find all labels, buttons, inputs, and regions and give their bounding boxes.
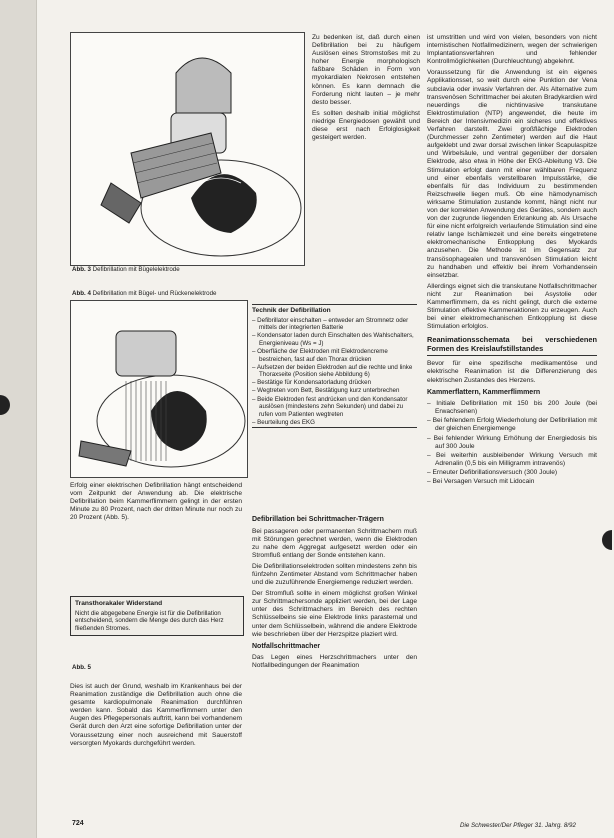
technique-box <box>252 304 417 428</box>
list-item: – Bei fehlendem Erfolg Wiederholung der Defibrillation mit der gleichen Energiemenge <box>427 417 597 433</box>
caption-text: Defibrillation mit Bügel- und Rückenelektrode <box>92 290 217 297</box>
figure-defibrillation-buegel <box>70 32 305 266</box>
text-column-left-lower <box>70 683 242 751</box>
figure-caption <box>72 290 312 298</box>
section-heading: Reanimationsschemata bei verschiedenen Formen des Kreislaufstillstandes <box>427 335 597 356</box>
figure-caption <box>72 664 91 672</box>
paragraph: ist umstritten und wird von vielen, besonders von nicht internistischen Notfallmedizinern, wegen der schwierigen Implantationsverfahren und fehlender Kontrollmöglichkeiten (Durchleuchtung) abgelehnt. <box>427 34 597 66</box>
caption-label: Abb. 3 <box>72 266 91 273</box>
section-heading: Defibrillation bei Schrittmacher-Trägern <box>252 516 384 523</box>
paragraph: Zu bedenken ist, daß durch einen Defibrillation bei zu häufigem Auslösen eines Stromstoßes mit zu hoher Energie morphologisch faßbare Schäden in Form von myokardialen Nekrosen entstehen können. Es kann demnach die Forderung nicht lauten – je mehr desto besser. <box>312 34 420 106</box>
caption-label: Abb. 4 <box>72 290 91 297</box>
page-number: 724 <box>72 820 84 827</box>
paragraph: Bevor für eine spezifische medikamentöse und elektrische Reanimation ist die Differenzierung des elektrischen Zustandes des Herzens. <box>427 360 597 384</box>
paragraph: Es sollten deshalb initial möglichst niedrige Energiedosen gewählt und diese erst nach Erfolglosigkeit gesteigert werden. <box>312 109 420 142</box>
page-margin <box>0 0 37 838</box>
list-item: – Beurteilung des EKG <box>252 418 315 426</box>
paragraph: Das Legen eines Herzschrittmachers unter den Notfallbedingungen der Reanimation <box>252 654 417 670</box>
paragraph: Erfolg einer elektrischen Defibrillation hängt entscheidend vom Zeitpunkt der Anwendung ab. Die elektrische Defibrillation beim Kammerflimmern gelingt in der ersten Minute zu 80 Prozent, nach der dritten Minute nur noch zu 20 Prozent (Abb. 5). <box>70 482 242 522</box>
list-item: – Initiale Defibrillation mit 150 bis 200 Joule (bei Erwachsenen) <box>427 400 597 416</box>
binder-hole <box>602 530 612 550</box>
text-column-right <box>427 34 597 487</box>
caption-label: Abb. 5 <box>72 664 91 671</box>
text-column-left <box>70 482 242 525</box>
section-heading: Notfallschrittmacher <box>252 642 321 650</box>
paragraph: Der Stromfluß sollte in einem möglichst großen Winkel zur Schrittmachersonde appliziert werden, bei der Lage unter des Schrittmachers im Bereich des rechten Schlüsselbeins sie eine Elektrode links parasternal und unter dem Schlüsselbein, während die andere Elektrode wie beschrieben über der Herzspitze plaziert wird. <box>252 590 417 638</box>
journal-reference: Die Schwester/Der Pfleger 31. Jahrg. 8/92 <box>460 822 576 829</box>
list-item: – Kondensator laden durch Einschalten des Wahlschalters, Energieniveau (Ws = J) <box>252 332 414 347</box>
section-heading: Kammerflattern, Kammerflimmern <box>427 388 541 396</box>
list-item: – Bei weiterhin ausbleibender Wirkung Versuch mit Adrenalin (0,5 bis ein Milligramm intravenös) <box>427 451 597 467</box>
list-item: – Erneuter Defibrillationsversuch (300 Joule) <box>427 468 558 476</box>
caption-text: Defibrillation mit Bügelelektrode <box>92 266 180 273</box>
text-column-middle <box>252 512 417 673</box>
defibrillation-illustration <box>71 33 304 265</box>
list-item: – Aufsetzen der beiden Elektroden auf die rechte und linke Thoraxseite (Position siehe Abbildung 6) <box>252 363 413 379</box>
list-item: – Beide Elektroden fest andrücken und den Kondensator auslösen (mindestens zehn Sekunden) und dabei zu rufen vom Patienten wegtreten <box>252 395 408 418</box>
paragraph: Bei passageren oder permanenten Schrittmachern muß mit Störungen gerechnet werden, wenn die Elektroden zu nahe dem Aggregat aufgesetzt werden oder ein Stromfluß entlang der Sonde entstehen kann. <box>252 527 417 559</box>
list-item: – Wegtreten vom Bett, Bestätigung kurz unterbrechen <box>252 387 400 395</box>
info-box-widerstand <box>70 596 244 636</box>
defibrillation-illustration <box>71 301 247 477</box>
figure-defibrillation-ruecken <box>70 300 248 478</box>
list-item: – Bei Versagen Versuch mit Lidocain <box>427 478 535 485</box>
text-column-top-middle <box>312 34 420 145</box>
paragraph: Die Defibrillationselektroden sollten mindestens zehn bis fünfzehn Zentimeter Abstand vom Schrittmacher haben und die zuzuführende Energiemenge reduziert werden. <box>252 562 417 587</box>
box-title: Transthorakaler Widerstand <box>75 600 163 607</box>
paragraph: Dies ist auch der Grund, weshalb im Krankenhaus bei der Reanimation zuständige die Defibrillation auch ohne die gesamte kardiopulmonale Reanimation durchführen werden kann. Sobald das Kammerflimmern unter den Augen des Pflegepersonals auftritt, kann bei vorhandenem Gerät durch den Arzt eine sofortige Defibrillation unter der Voraussetzung einer noch ausreichend mit Sauerstoff versorgten Myokards durchgeführt werden. <box>70 683 242 747</box>
paragraph: Allerdings eignet sich die transkutane Notfallschrittmacher nicht zur Reanimation bei Asystolie oder Kammerflimmern, da es nicht gelingt, durch die externe Stimulation effektive Kammeraktionen zu erzeugen. Auch bei einer elektromechanischen Entkopplung ist diese Stimulation erfolglos. <box>427 282 597 331</box>
list-item: – Bei fehlender Wirkung Erhöhung der Energiedosis bis auf 300 Joule <box>427 434 597 450</box>
list-item: – Oberfläche der Elektroden mit Elektrodencreme bestreichen, fast auf den Thorax drücken <box>252 347 388 363</box>
list-item: – Bestätige für Kondensatorladung drücken <box>252 379 372 387</box>
list-item: – Defibrillator einschalten – entweder am Stromnetz oder mittels der integrierten Batterie <box>252 316 409 332</box>
box-text: Nicht die abgegebene Energie ist für die Defibrillation entscheidend, sondern die Menge des durch das Herz fließenden Stromes. <box>75 609 224 632</box>
box-title: Technik der Defibrillation <box>252 307 331 314</box>
paragraph: Voraussetzung für die Anwendung ist ein eigenes Applikationsset, so weit durch eine Punktion der Vena subclavia oder invasiv Verfahren der. Als Alternative zum transvenösen Schrittmacher bei akuten Bradykardien wird neuerdings die nichtinvasive transkutane Elektrostimulation (NTP) angewendet, die heute im Bereich der Intensivmedizin ein sicheres und effektives Verfahren darstellt. Zwei großflächige Elektroden (Durchmesser zehn Zentimeter) werden auf die Haut aufgeklebt und zwar dorsal zwischen linker Scapulaspitze und Wirbelsäule, und ventral gegenüber der dorsalen Elektrode, also etwa in Höhe der EKG-Ableitung V3. Die Stimulation erfolgt dann mit einer wählbaren Frequenz und einer ebenfalls verstellbaren Impulsstärke, die ebenfalls für das Individuum zu bestimmenden Reizschwelle liegen muß. Ob eine hämodynamisch wirksame Stimulation zustande kommt, hängt nicht nur von der korrekten Anwendung des Gerätes, sondern auch von der zugrunde liegenden Erkrankung ab. Als Ursache für eine nicht erfolgreich verlaufende Stimulation sind eine relativ lange Ischämiezeit und eine bereits eingetretene elektromechanische Entkopplung des Myokards anzusehen. Die Methode ist im Gegensatz zur transösophagealen und transvenösen Stimulation leicht zu handhaben und effektiv bei ihrem Vorhandensein einsetzbar. <box>427 69 597 279</box>
technique-list <box>252 317 417 427</box>
figure-caption <box>72 266 302 274</box>
treatment-list <box>427 400 597 486</box>
